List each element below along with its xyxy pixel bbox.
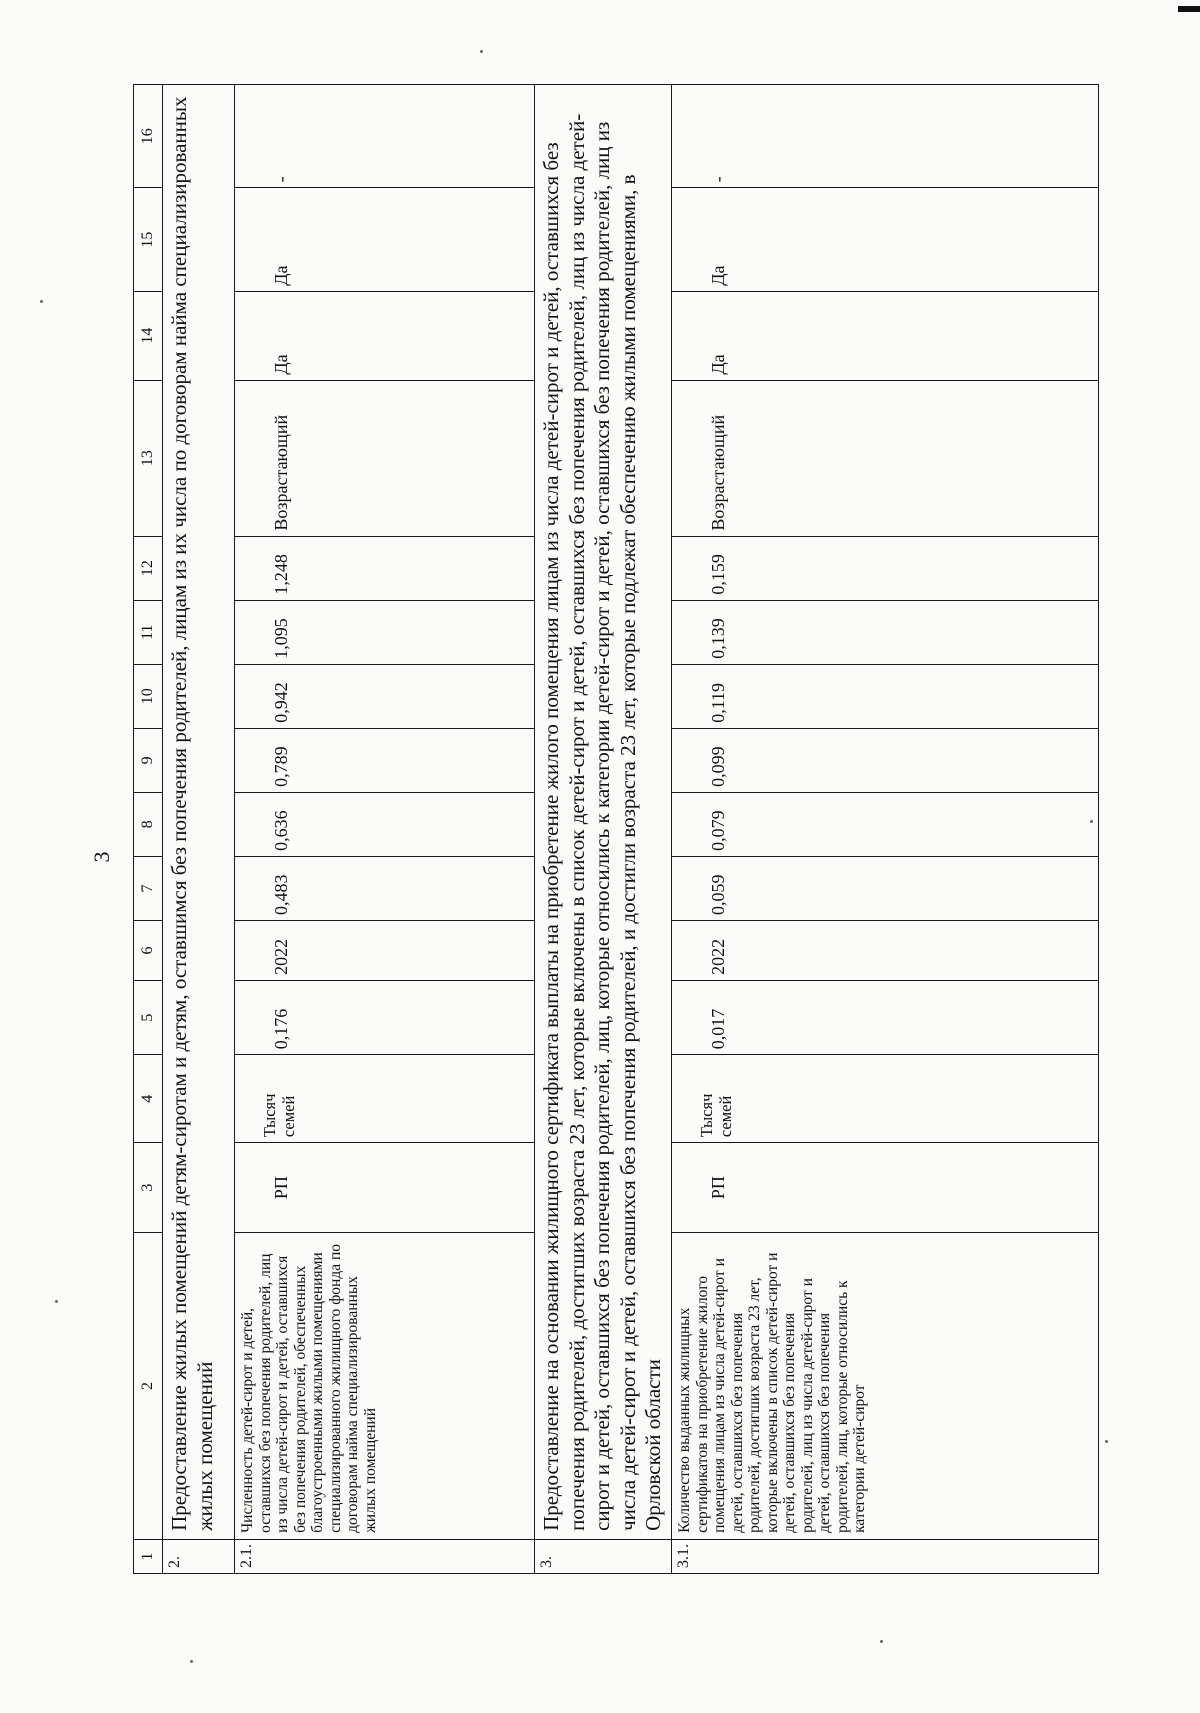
scan-speck [880,1640,883,1643]
header-col-15: 15 [134,188,163,291]
row-2-1-col15: Да [235,188,535,291]
scan-speck [190,1660,193,1663]
page-number: 3 [89,851,114,863]
row-3-1-base-year: 2022 [672,920,1099,980]
row-3-1-level: РП [672,1143,1099,1233]
row-3-1-value: 0,159 [672,536,1099,600]
header-col-14: 14 [134,291,163,380]
section-3-row [535,85,672,1574]
header-col-6: 6 [134,920,163,980]
row-3-1-col15: Да [672,188,1099,291]
scan-speck [1105,1440,1108,1443]
header-col-3: 3 [134,1143,163,1233]
row-2-1-value: 1,095 [235,600,535,664]
header-col-7: 7 [134,856,163,920]
row-2-1-value: 1,248 [235,536,535,600]
header-col-9: 9 [134,728,163,792]
row-2-1-unit: Тысяч семей [235,1055,535,1143]
header-col-13: 13 [134,380,163,536]
indicator-table-wrapper [133,84,1099,1574]
indicator-table [133,84,1099,1574]
row-2-1-indicator: Численность детей-сирот и детей, оставшихся без попечения родителей, лиц из числа детей-сирот и детей, оставшихся без попечения родителей, обеспеченных благоустроенными жилыми помещениями специализированного жилищного фонда по договорам найма специализированных жилых помещений [235,1233,535,1540]
scan-speck [55,1300,58,1303]
row-3-1 [672,85,1099,1574]
row-2-1-base-value: 0,176 [235,980,535,1054]
row-3-1-value: 0,099 [672,728,1099,792]
header-col-1: 1 [134,1539,163,1573]
header-col-8: 8 [134,792,163,856]
row-2-1-direction: Возрастающий [235,380,535,536]
scan-speck [480,50,483,53]
row-2-1-value: 0,789 [235,728,535,792]
header-col-10: 10 [134,664,163,728]
header-col-11: 11 [134,600,163,664]
section-2-row [163,85,235,1574]
row-3-1-col14: Да [672,291,1099,380]
header-col-5: 5 [134,980,163,1054]
header-col-4: 4 [134,1055,163,1143]
row-3-1-number: 3.1. [672,1539,1099,1573]
header-col-12: 12 [134,536,163,600]
row-2-1-col16: - [235,85,535,188]
section-3-number: 3. [535,1539,672,1573]
row-2-1-level: РП [235,1143,535,1233]
row-3-1-indicator: Количество выданных жилищных сертификатов на приобретение жилого помещения лицам из числа детей-сирот и детей, оставшихся без попечения родителей, достигших возраста 23 лет, которые включены в список детей-сирот и детей, оставшихся без попечения родителей, лиц из числа детей-сирот и детей, оставшихся без попечения родителей, лиц, которые относились к категории детей-сирот [672,1233,1099,1540]
row-2-1-col14: Да [235,291,535,380]
scan-speck [1090,820,1093,823]
row-3-1-value: 0,079 [672,792,1099,856]
row-3-1-base-value: 0,017 [672,980,1099,1054]
row-3-1-direction: Возрастающий [672,380,1099,536]
row-2-1-value: 0,636 [235,792,535,856]
section-2-title: Предоставление жилых помещений детям-сиротам и детям, оставшимся без попечения родителей, лицам из их числа по договорам найма специализированных жилых помещений [163,85,235,1540]
scan-speck [40,300,43,303]
header-row [134,85,163,1574]
header-col-2: 2 [134,1233,163,1540]
row-2-1-base-year: 2022 [235,920,535,980]
row-3-1-col16: - [672,85,1099,188]
header-col-16: 16 [134,85,163,188]
row-2-1-value: 0,483 [235,856,535,920]
row-2-1-value: 0,942 [235,664,535,728]
scan-edge-mark [1178,6,1200,12]
row-3-1-value: 0,119 [672,664,1099,728]
section-2-number: 2. [163,1539,235,1573]
row-2-1 [235,85,535,1574]
section-3-title: Предоставление на основании жилищного сертификата выплаты на приобретение жилого помещения лицам из числа детей-сирот и детей, оставшихся без попечения родителей, достигших возраста 23 лет, которые включены в список детей-сирот и детей, оставшихся без попечения родителей, лиц из числа детей-сирот и детей, оставшихся без попечения родителей, лиц, которые относились к категории детей-сирот и детей, оставшихся без попечения родителей, лиц из числа детей-сирот и детей, оставшихся без попечения родителей, и достигли возраста 23 лет, которые подлежат обеспечению жилыми помещениями, в Орловской области [535,85,672,1540]
row-3-1-value: 0,059 [672,856,1099,920]
row-2-1-number: 2.1. [235,1539,535,1573]
row-3-1-value: 0,139 [672,600,1099,664]
row-3-1-unit: Тысяч семей [672,1055,1099,1143]
